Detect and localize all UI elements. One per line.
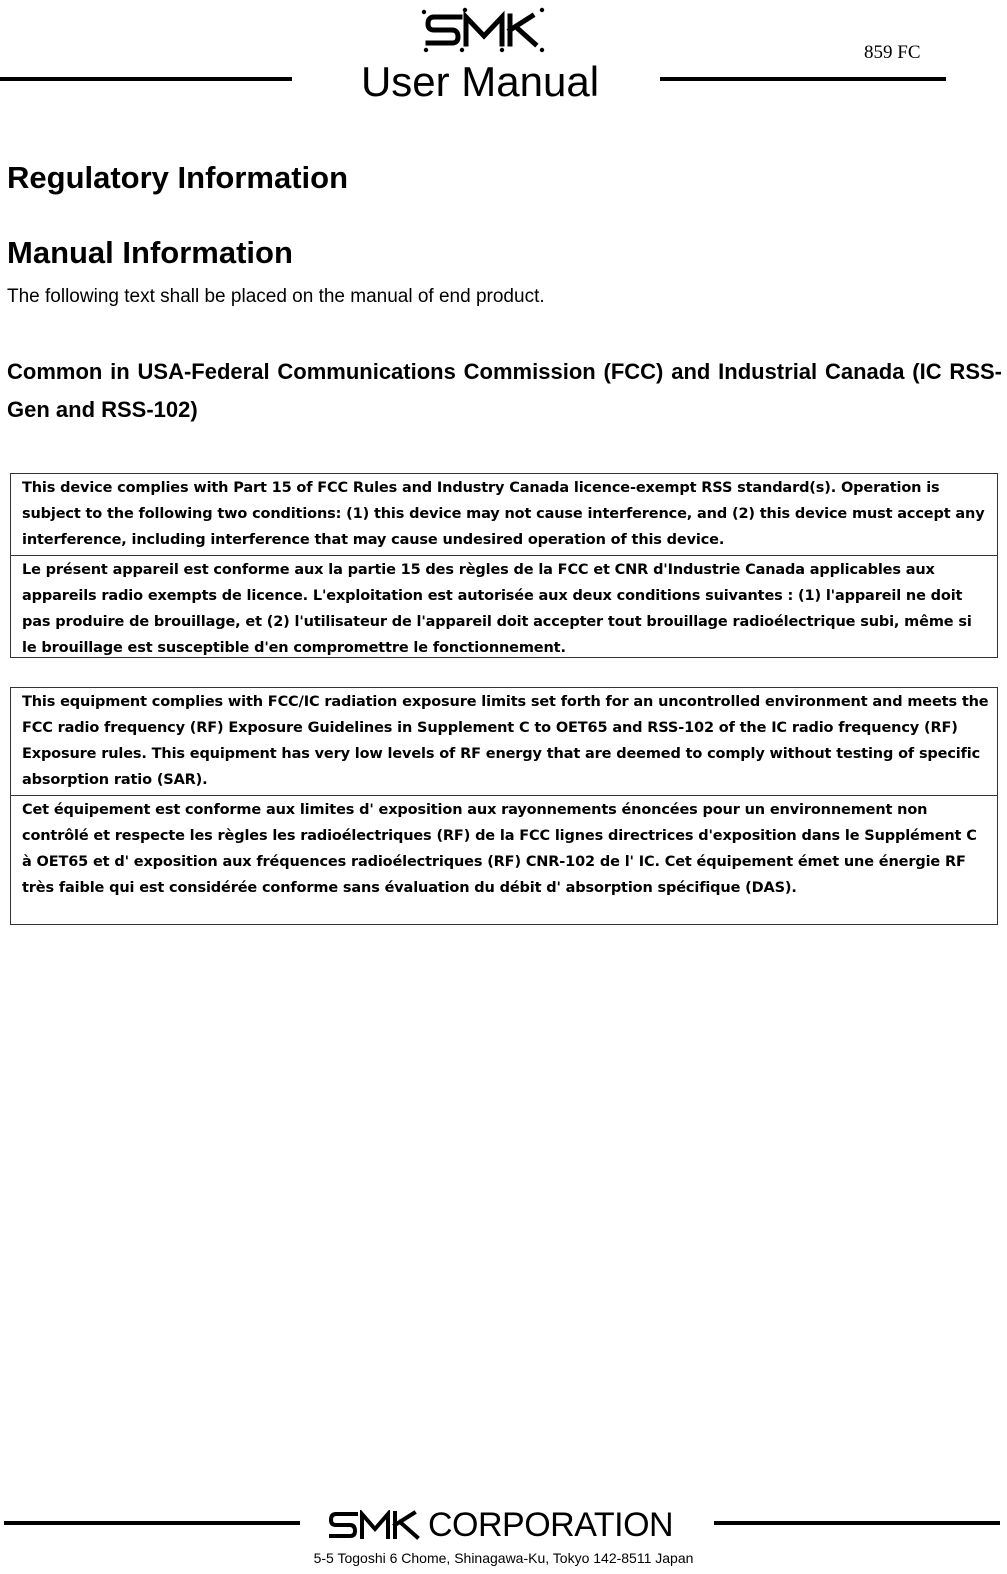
intro-text: The following text shall be placed on the manual of end product. xyxy=(7,286,545,307)
common-heading: Common in USA-Federal Communications Commission (FCC) and Industrial Canada (IC RSS-Gen and RSS-102) xyxy=(7,359,1002,422)
document-id: 859 FC xyxy=(864,42,921,63)
footer-rule-left xyxy=(4,1521,300,1525)
compliance-text-fr: Le présent appareil est conforme aux la partie 15 des règles de la FCC et CNR d'Industrie Canada applicables aux appareils radio exempts de licence. L'exploitation est autorisée aux deux conditions suivantes : (1) l'appareil ne doit pas produire de brouillage, et (2) l'utilisateur de l'appareil doit accepter tout brouillage radioélectrique subi, même si le brouillage est susceptible d'en compromettre le fonctionnement. xyxy=(11,555,997,663)
rf-exposure-text-fr: Cet équipement est conforme aux limites d' exposition aux rayonnements énoncées pour un environnement non contrôlé et respecte les règles les radioélectriques (RF) de la FCC lignes directrices d'exposition dans le Supplément C à OET65 et d' exposition aux fréquences radioélectriques (RF) CNR-102 de l' IC. Cet équipement émet une énergie RF très faible qui est considérée conforme sans évaluation du débit d' absorption spécifique (DAS). xyxy=(11,795,997,903)
compliance-text-en: This device complies with Part 15 of FCC Rules and Industry Canada licence-exempt RSS standard(s). Operation is subject to the following two conditions: (1) this device may not cause interference, and (2) this device must accept any interference, including interference that may cause undesired operation of this device. xyxy=(22,480,985,548)
company-address: 5-5 Togoshi 6 Chome, Shinagawa-Ku, Tokyo 142-8511 Japan xyxy=(313,1550,694,1566)
fcc-ic-compliance-notice xyxy=(10,473,998,658)
rf-exposure-text-en: This equipment complies with FCC/IC radiation exposure limits set forth for an uncontrolled environment and meets the FCC radio frequency (RF) Exposure Guidelines in Supplement C to OET65 and RSS-102 of the IC radio frequency (RF) Exposure rules. This equipment has very low levels of RF energy that are deemed to comply without testing of specific absorption ratio (SAR). xyxy=(22,694,989,788)
corporation-name: CORPORATION xyxy=(428,1506,674,1544)
smk-logo xyxy=(420,6,546,54)
rf-exposure-notice xyxy=(10,687,998,925)
footer-rule-right xyxy=(714,1521,1000,1525)
regulatory-heading: Regulatory Information xyxy=(7,160,349,195)
manual-heading: Manual Information xyxy=(7,235,293,270)
footer-smk-logo xyxy=(328,1510,420,1540)
page-title: User Manual xyxy=(360,58,600,105)
footer-corporate-logo xyxy=(328,1506,673,1544)
